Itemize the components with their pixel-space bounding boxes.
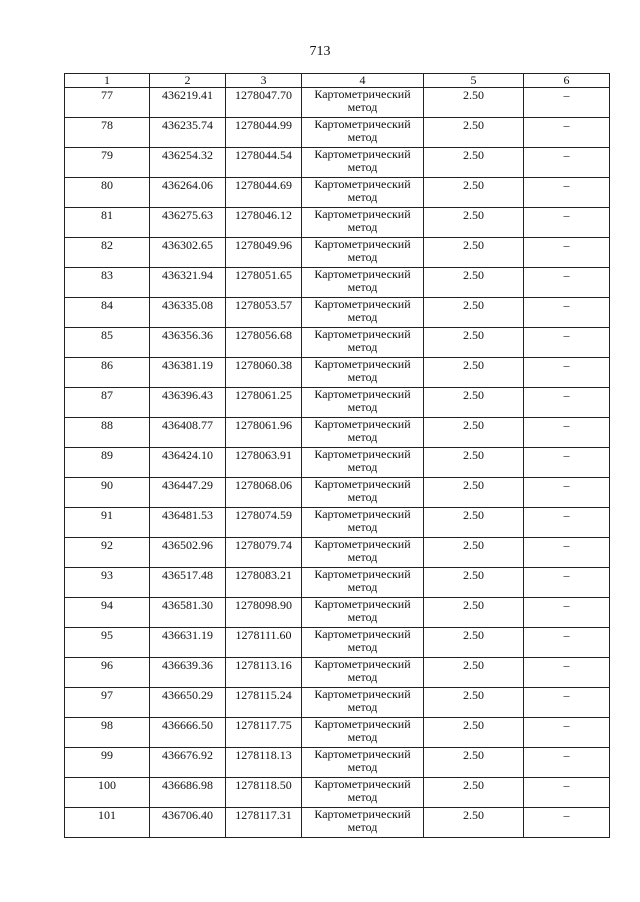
table-row xyxy=(65,568,610,598)
method-cell xyxy=(302,388,424,418)
table-row xyxy=(65,268,610,298)
method-line-2: метод xyxy=(347,610,378,624)
method-cell xyxy=(302,688,424,718)
method-cell xyxy=(302,538,424,568)
method-line-2: метод xyxy=(347,820,378,834)
table-row xyxy=(65,508,610,538)
method-cell xyxy=(302,208,424,238)
point-number-cell: 91 xyxy=(65,508,150,538)
accuracy-cell: 2.50 xyxy=(424,688,524,718)
point-number-cell: 99 xyxy=(65,748,150,778)
method-line-1: Картометрический xyxy=(314,87,411,101)
table-row xyxy=(65,358,610,388)
method-line-2: метод xyxy=(347,460,378,474)
method-line-2: метод xyxy=(347,130,378,144)
method-line-2: метод xyxy=(347,100,378,114)
y-coordinate-cell: 1278044.54 xyxy=(226,148,302,178)
accuracy-cell: 2.50 xyxy=(424,268,524,298)
accuracy-cell: 2.50 xyxy=(424,748,524,778)
method-cell xyxy=(302,568,424,598)
method-cell xyxy=(302,718,424,748)
method-line-2: метод xyxy=(347,280,378,294)
method-cell xyxy=(302,508,424,538)
accuracy-cell: 2.50 xyxy=(424,808,524,838)
note-cell: – xyxy=(524,688,610,718)
point-number-cell: 97 xyxy=(65,688,150,718)
method-line-2: метод xyxy=(347,790,378,804)
x-coordinate-cell: 436517.48 xyxy=(150,568,226,598)
point-number-cell: 98 xyxy=(65,718,150,748)
accuracy-cell: 2.50 xyxy=(424,178,524,208)
method-line-1: Картометрический xyxy=(314,357,411,371)
accuracy-cell: 2.50 xyxy=(424,118,524,148)
x-coordinate-cell: 436302.65 xyxy=(150,238,226,268)
table-row xyxy=(65,748,610,778)
table-row xyxy=(65,178,610,208)
method-line-2: метод xyxy=(347,490,378,504)
point-number-cell: 82 xyxy=(65,238,150,268)
method-cell xyxy=(302,778,424,808)
point-number-cell: 93 xyxy=(65,568,150,598)
table-header-row xyxy=(65,74,610,88)
accuracy-cell: 2.50 xyxy=(424,418,524,448)
y-coordinate-cell: 1278117.75 xyxy=(226,718,302,748)
x-coordinate-cell: 436502.96 xyxy=(150,538,226,568)
method-line-1: Картометрический xyxy=(314,327,411,341)
method-line-1: Картометрический xyxy=(314,417,411,431)
method-line-1: Картометрический xyxy=(314,237,411,251)
x-coordinate-cell: 436235.74 xyxy=(150,118,226,148)
point-number-cell: 96 xyxy=(65,658,150,688)
table-row xyxy=(65,418,610,448)
method-line-1: Картометрический xyxy=(314,207,411,221)
y-coordinate-cell: 1278111.60 xyxy=(226,628,302,658)
note-cell: – xyxy=(524,478,610,508)
point-number-cell: 95 xyxy=(65,628,150,658)
y-coordinate-cell: 1278083.21 xyxy=(226,568,302,598)
table-row xyxy=(65,598,610,628)
x-coordinate-cell: 436219.41 xyxy=(150,88,226,118)
method-line-1: Картометрический xyxy=(314,477,411,491)
method-line-1: Картометрический xyxy=(314,537,411,551)
method-cell xyxy=(302,628,424,658)
x-coordinate-cell: 436481.53 xyxy=(150,508,226,538)
point-number-cell: 79 xyxy=(65,148,150,178)
method-cell xyxy=(302,328,424,358)
method-line-2: метод xyxy=(347,430,378,444)
column-header: 1 xyxy=(65,74,150,88)
method-line-1: Картометрический xyxy=(314,387,411,401)
table-row xyxy=(65,628,610,658)
note-cell: – xyxy=(524,418,610,448)
point-number-cell: 89 xyxy=(65,448,150,478)
table-row xyxy=(65,88,610,118)
method-line-2: метод xyxy=(347,520,378,534)
x-coordinate-cell: 436631.19 xyxy=(150,628,226,658)
method-line-2: метод xyxy=(347,220,378,234)
note-cell: – xyxy=(524,298,610,328)
y-coordinate-cell: 1278063.91 xyxy=(226,448,302,478)
x-coordinate-cell: 436356.36 xyxy=(150,328,226,358)
x-coordinate-cell: 436335.08 xyxy=(150,298,226,328)
x-coordinate-cell: 436676.92 xyxy=(150,748,226,778)
accuracy-cell: 2.50 xyxy=(424,388,524,418)
table-row xyxy=(65,538,610,568)
y-coordinate-cell: 1278074.59 xyxy=(226,508,302,538)
page-number: 713 xyxy=(309,44,331,59)
column-header: 6 xyxy=(524,74,610,88)
y-coordinate-cell: 1278098.90 xyxy=(226,598,302,628)
column-header: 2 xyxy=(150,74,226,88)
method-cell xyxy=(302,748,424,778)
note-cell: – xyxy=(524,268,610,298)
accuracy-cell: 2.50 xyxy=(424,448,524,478)
method-line-2: метод xyxy=(347,250,378,264)
note-cell: – xyxy=(524,658,610,688)
accuracy-cell: 2.50 xyxy=(424,778,524,808)
method-line-1: Картометрический xyxy=(314,177,411,191)
method-line-1: Картометрический xyxy=(314,567,411,581)
accuracy-cell: 2.50 xyxy=(424,568,524,598)
method-line-2: метод xyxy=(347,700,378,714)
method-cell xyxy=(302,148,424,178)
table-body xyxy=(65,88,610,838)
table-row xyxy=(65,238,610,268)
table-row xyxy=(65,718,610,748)
x-coordinate-cell: 436639.36 xyxy=(150,658,226,688)
accuracy-cell: 2.50 xyxy=(424,658,524,688)
accuracy-cell: 2.50 xyxy=(424,508,524,538)
x-coordinate-cell: 436264.06 xyxy=(150,178,226,208)
x-coordinate-cell: 436254.32 xyxy=(150,148,226,178)
method-cell xyxy=(302,478,424,508)
accuracy-cell: 2.50 xyxy=(424,328,524,358)
note-cell: – xyxy=(524,178,610,208)
x-coordinate-cell: 436447.29 xyxy=(150,478,226,508)
accuracy-cell: 2.50 xyxy=(424,208,524,238)
method-line-1: Картометрический xyxy=(314,147,411,161)
y-coordinate-cell: 1278117.31 xyxy=(226,808,302,838)
method-cell xyxy=(302,418,424,448)
point-number-cell: 81 xyxy=(65,208,150,238)
method-line-2: метод xyxy=(347,190,378,204)
x-coordinate-cell: 436408.77 xyxy=(150,418,226,448)
method-cell xyxy=(302,598,424,628)
x-coordinate-cell: 436650.29 xyxy=(150,688,226,718)
method-line-2: метод xyxy=(347,640,378,654)
note-cell: – xyxy=(524,328,610,358)
accuracy-cell: 2.50 xyxy=(424,538,524,568)
note-cell: – xyxy=(524,598,610,628)
point-number-cell: 88 xyxy=(65,418,150,448)
note-cell: – xyxy=(524,358,610,388)
point-number-cell: 80 xyxy=(65,178,150,208)
method-line-1: Картометрический xyxy=(314,297,411,311)
point-number-cell: 78 xyxy=(65,118,150,148)
method-cell xyxy=(302,238,424,268)
y-coordinate-cell: 1278053.57 xyxy=(226,298,302,328)
accuracy-cell: 2.50 xyxy=(424,598,524,628)
method-line-2: метод xyxy=(347,730,378,744)
x-coordinate-cell: 436581.30 xyxy=(150,598,226,628)
method-line-2: метод xyxy=(347,310,378,324)
column-header: 3 xyxy=(226,74,302,88)
note-cell: – xyxy=(524,508,610,538)
method-line-2: метод xyxy=(347,580,378,594)
method-line-1: Картометрический xyxy=(314,717,411,731)
method-line-2: метод xyxy=(347,550,378,564)
note-cell: – xyxy=(524,148,610,178)
method-line-1: Картометрический xyxy=(314,267,411,281)
method-cell xyxy=(302,178,424,208)
table-row xyxy=(65,148,610,178)
point-number-cell: 85 xyxy=(65,328,150,358)
method-line-2: метод xyxy=(347,400,378,414)
column-header: 4 xyxy=(302,74,424,88)
method-cell xyxy=(302,448,424,478)
x-coordinate-cell: 436381.19 xyxy=(150,358,226,388)
note-cell: – xyxy=(524,628,610,658)
point-number-cell: 100 xyxy=(65,778,150,808)
method-cell xyxy=(302,118,424,148)
table-row xyxy=(65,388,610,418)
method-line-1: Картометрический xyxy=(314,627,411,641)
method-line-1: Картометрический xyxy=(314,777,411,791)
method-line-1: Картометрический xyxy=(314,747,411,761)
y-coordinate-cell: 1278044.69 xyxy=(226,178,302,208)
note-cell: – xyxy=(524,388,610,418)
y-coordinate-cell: 1278061.25 xyxy=(226,388,302,418)
note-cell: – xyxy=(524,118,610,148)
point-number-cell: 84 xyxy=(65,298,150,328)
accuracy-cell: 2.50 xyxy=(424,628,524,658)
table-row xyxy=(65,328,610,358)
y-coordinate-cell: 1278046.12 xyxy=(226,208,302,238)
method-line-2: метод xyxy=(347,340,378,354)
table-row xyxy=(65,808,610,838)
point-number-cell: 90 xyxy=(65,478,150,508)
method-line-1: Картометрический xyxy=(314,507,411,521)
method-line-1: Картометрический xyxy=(314,687,411,701)
table-row xyxy=(65,658,610,688)
method-line-2: метод xyxy=(347,760,378,774)
x-coordinate-cell: 436666.50 xyxy=(150,718,226,748)
accuracy-cell: 2.50 xyxy=(424,718,524,748)
y-coordinate-cell: 1278049.96 xyxy=(226,238,302,268)
accuracy-cell: 2.50 xyxy=(424,148,524,178)
table-row xyxy=(65,478,610,508)
method-cell xyxy=(302,298,424,328)
point-number-cell: 94 xyxy=(65,598,150,628)
method-cell xyxy=(302,808,424,838)
note-cell: – xyxy=(524,568,610,598)
method-line-2: метод xyxy=(347,160,378,174)
method-line-1: Картометрический xyxy=(314,117,411,131)
x-coordinate-cell: 436424.10 xyxy=(150,448,226,478)
method-cell xyxy=(302,268,424,298)
accuracy-cell: 2.50 xyxy=(424,88,524,118)
y-coordinate-cell: 1278051.65 xyxy=(226,268,302,298)
note-cell: – xyxy=(524,748,610,778)
note-cell: – xyxy=(524,238,610,268)
note-cell: – xyxy=(524,718,610,748)
point-number-cell: 87 xyxy=(65,388,150,418)
table-row xyxy=(65,298,610,328)
method-line-1: Картометрический xyxy=(314,447,411,461)
method-line-2: метод xyxy=(347,670,378,684)
y-coordinate-cell: 1278060.38 xyxy=(226,358,302,388)
point-number-cell: 86 xyxy=(65,358,150,388)
method-cell xyxy=(302,88,424,118)
y-coordinate-cell: 1278113.16 xyxy=(226,658,302,688)
accuracy-cell: 2.50 xyxy=(424,358,524,388)
note-cell: – xyxy=(524,448,610,478)
y-coordinate-cell: 1278079.74 xyxy=(226,538,302,568)
table-row xyxy=(65,448,610,478)
method-line-2: метод xyxy=(347,370,378,384)
note-cell: – xyxy=(524,88,610,118)
x-coordinate-cell: 436275.63 xyxy=(150,208,226,238)
x-coordinate-cell: 436321.94 xyxy=(150,268,226,298)
y-coordinate-cell: 1278047.70 xyxy=(226,88,302,118)
table-row xyxy=(65,688,610,718)
y-coordinate-cell: 1278118.50 xyxy=(226,778,302,808)
y-coordinate-cell: 1278056.68 xyxy=(226,328,302,358)
x-coordinate-cell: 436396.43 xyxy=(150,388,226,418)
method-line-1: Картометрический xyxy=(314,597,411,611)
coordinates-table xyxy=(64,73,610,838)
accuracy-cell: 2.50 xyxy=(424,478,524,508)
note-cell: – xyxy=(524,208,610,238)
accuracy-cell: 2.50 xyxy=(424,238,524,268)
x-coordinate-cell: 436686.98 xyxy=(150,778,226,808)
method-cell xyxy=(302,658,424,688)
note-cell: – xyxy=(524,538,610,568)
y-coordinate-cell: 1278118.13 xyxy=(226,748,302,778)
method-cell xyxy=(302,358,424,388)
y-coordinate-cell: 1278061.96 xyxy=(226,418,302,448)
method-line-1: Картометрический xyxy=(314,657,411,671)
accuracy-cell: 2.50 xyxy=(424,298,524,328)
y-coordinate-cell: 1278044.99 xyxy=(226,118,302,148)
x-coordinate-cell: 436706.40 xyxy=(150,808,226,838)
column-header: 5 xyxy=(424,74,524,88)
point-number-cell: 83 xyxy=(65,268,150,298)
note-cell: – xyxy=(524,808,610,838)
point-number-cell: 77 xyxy=(65,88,150,118)
point-number-cell: 101 xyxy=(65,808,150,838)
y-coordinate-cell: 1278068.06 xyxy=(226,478,302,508)
y-coordinate-cell: 1278115.24 xyxy=(226,688,302,718)
table-row xyxy=(65,778,610,808)
method-line-1: Картометрический xyxy=(314,807,411,821)
table-row xyxy=(65,118,610,148)
note-cell: – xyxy=(524,778,610,808)
table-row xyxy=(65,208,610,238)
point-number-cell: 92 xyxy=(65,538,150,568)
